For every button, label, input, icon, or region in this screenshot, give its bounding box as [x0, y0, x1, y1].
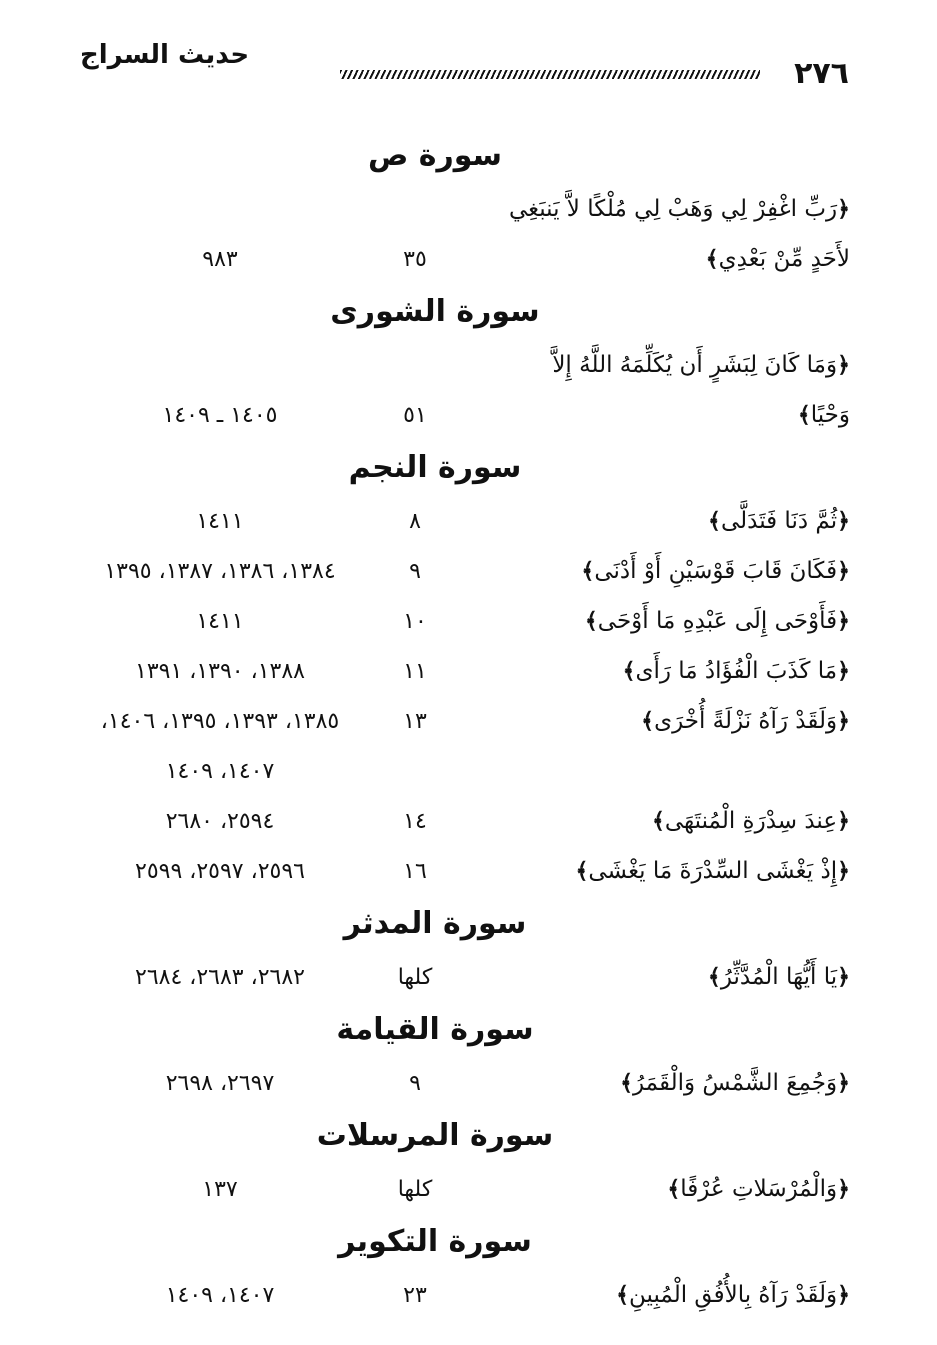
verse-row [80, 746, 850, 796]
verse-text [470, 1270, 850, 1320]
close-bracket: ﴾ [584, 608, 598, 634]
hadith-refs: ١٣٨٨، ١٣٩٠، ١٣٩١ [135, 658, 305, 684]
verse-row [80, 496, 850, 546]
hadith-refs: ١٤١١ [196, 508, 244, 534]
verse-text [470, 496, 850, 546]
verse-text [470, 796, 850, 846]
hadith-refs: ٢٦٨٢، ٢٦٨٣، ٢٦٨٤ [135, 964, 305, 990]
verse-row [80, 646, 850, 696]
verse-row [80, 546, 850, 596]
hadith-refs: ١٣٧ [202, 1176, 238, 1202]
ayah-number: ٩ [409, 1070, 421, 1096]
hadith-refs: ١٣٨٤، ١٣٨٦، ١٣٨٧، ١٣٩٥ [104, 558, 336, 584]
verse-words: يَا أَيُّهَا الْمُدَّثِّرُ [720, 964, 838, 990]
verse-words: مَا كَذَبَ الْفُؤَادُ مَا رَأَى [635, 658, 838, 684]
hadith-refs: ١٣٨٥، ١٣٩٣، ١٣٩٥، ١٤٠٦، [100, 708, 340, 734]
verse-text [470, 1164, 850, 1214]
verse-words: عِندَ سِدْرَةِ الْمُنتَهَى [664, 808, 838, 834]
verse-row [80, 596, 850, 646]
verse-words: ثُمَّ دَنَا فَتَدَلَّى [720, 508, 838, 534]
verse-words: رَبِّ اغْفِرْ لِي وَهَبْ لِي مُلْكًا لاَّ يَنبَغِي [508, 196, 838, 222]
close-bracket: ﴾ [575, 858, 589, 884]
verse-row [80, 234, 850, 284]
ayah-number: ١٤ [403, 808, 427, 834]
verse-words: فَكَانَ قَابَ قَوْسَيْنِ أَوْ أَدْنَى [594, 558, 838, 584]
verse-row [80, 1164, 850, 1214]
verse-words: وَلَقَدْ رَآهُ بِالأُفُقِ الْمُبِينِ [629, 1282, 838, 1308]
open-bracket: ﴿ [837, 508, 850, 534]
verse-row [80, 846, 850, 896]
ayah-number: ١٦ [403, 858, 427, 884]
verse-row [80, 184, 850, 234]
close-bracket: ﴾ [708, 508, 721, 534]
hadith-refs: ١٤٠٥ ـ ١٤٠٩ [162, 402, 278, 428]
verse-text [80, 340, 850, 390]
close-bracket: ﴾ [581, 558, 595, 584]
verse-row [80, 1270, 850, 1320]
close-bracket: ﴾ [705, 246, 719, 272]
verse-words: وَلَقَدْ رَآهُ نَزْلَةً أُخْرَى [654, 708, 838, 734]
open-bracket: ﴿ [837, 352, 850, 378]
ayah-number: ٢٣ [403, 1282, 427, 1308]
hadith-refs: ١٤٠٧، ١٤٠٩ [165, 1282, 275, 1308]
ayah-number: كلها [397, 964, 433, 990]
hadith-refs: ٢٥٩٤، ٢٦٨٠ [165, 808, 275, 834]
open-bracket: ﴿ [837, 608, 850, 634]
open-bracket: ﴿ [837, 196, 850, 222]
close-bracket: ﴾ [707, 964, 721, 990]
surah-heading: سورة الشورى [330, 294, 540, 329]
verse-row [80, 340, 850, 390]
verse-words: وَحْيًا [810, 402, 850, 428]
hadith-refs: ٩٨٣ [202, 246, 238, 272]
close-bracket: ﴾ [652, 808, 665, 834]
open-bracket: ﴿ [837, 964, 850, 990]
verse-words: وَمَا كَانَ لِبَشَرٍ أَن يُكَلِّمَهُ اللَّهُ إِلاَّ [552, 352, 838, 378]
verse-words: إِذْ يَغْشَى السِّدْرَةَ مَا يَغْشَى [588, 858, 838, 884]
surah-heading: سورة المدثر [343, 906, 527, 941]
open-bracket: ﴿ [837, 1282, 850, 1308]
open-bracket: ﴿ [837, 1070, 850, 1096]
verse-text [470, 846, 850, 896]
hadith-refs: ١٤١١ [196, 608, 244, 634]
open-bracket: ﴿ [837, 808, 850, 834]
ayah-number: ١١ [403, 658, 427, 684]
ayah-number: كلها [397, 1176, 433, 1202]
verse-text [470, 390, 850, 440]
open-bracket: ﴿ [837, 658, 850, 684]
hadith-refs: ٢٥٩٦، ٢٥٩٧، ٢٥٩٩ [135, 858, 305, 884]
verse-row [80, 696, 850, 746]
verse-words: وَجُمِعَ الشَّمْسُ وَالْقَمَرُ [632, 1070, 838, 1096]
open-bracket: ﴿ [837, 708, 850, 734]
verse-text [470, 596, 850, 646]
ayah-number: ٣٥ [403, 246, 427, 272]
verse-text [470, 696, 850, 746]
surah-heading: سورة ص [367, 138, 503, 173]
ayah-number: ٥١ [403, 402, 427, 428]
verse-row [80, 1058, 850, 1108]
surah-heading: سورة التكوير [338, 1224, 532, 1259]
surah-heading: سورة المرسلات [316, 1118, 554, 1153]
hadith-refs: ٢٦٩٧، ٢٦٩٨ [165, 1070, 275, 1096]
open-bracket: ﴿ [837, 1176, 850, 1202]
ayah-number: ١٠ [403, 608, 427, 634]
verse-text [470, 234, 850, 284]
page-number: ٢٧٦ [794, 56, 849, 91]
close-bracket: ﴾ [797, 402, 811, 428]
close-bracket: ﴾ [616, 1282, 630, 1308]
ayah-number: ٩ [409, 558, 421, 584]
book-title: حديث السراج [80, 40, 250, 70]
verse-words: لأَحَدٍ مِّنْ بَعْدِي [718, 246, 850, 272]
close-bracket: ﴾ [641, 708, 655, 734]
verse-text [80, 184, 850, 234]
ayah-number: ١٣ [403, 708, 427, 734]
open-bracket: ﴿ [837, 558, 850, 584]
verse-row [80, 390, 850, 440]
verse-row [80, 952, 850, 1002]
open-bracket: ﴿ [837, 858, 850, 884]
verse-text [470, 646, 850, 696]
verse-text [470, 1058, 850, 1108]
verse-text [470, 546, 850, 596]
close-bracket: ﴾ [622, 658, 636, 684]
verse-words: فَأَوْحَى إِلَى عَبْدِهِ مَا أَوْحَى [597, 608, 838, 634]
verse-text [470, 952, 850, 1002]
verse-row [80, 796, 850, 846]
verse-words: وَالْمُرْسَلاتِ عُرْفًا [680, 1176, 838, 1202]
close-bracket: ﴾ [667, 1176, 681, 1202]
surah-heading: سورة النجم [348, 450, 522, 485]
verse-index [80, 128, 850, 1320]
surah-heading: سورة القيامة [336, 1012, 534, 1047]
ayah-number: ٨ [409, 508, 421, 534]
close-bracket: ﴾ [620, 1070, 633, 1096]
hadith-refs: ١٤٠٧، ١٤٠٩ [165, 758, 275, 784]
header-divider [340, 70, 760, 79]
